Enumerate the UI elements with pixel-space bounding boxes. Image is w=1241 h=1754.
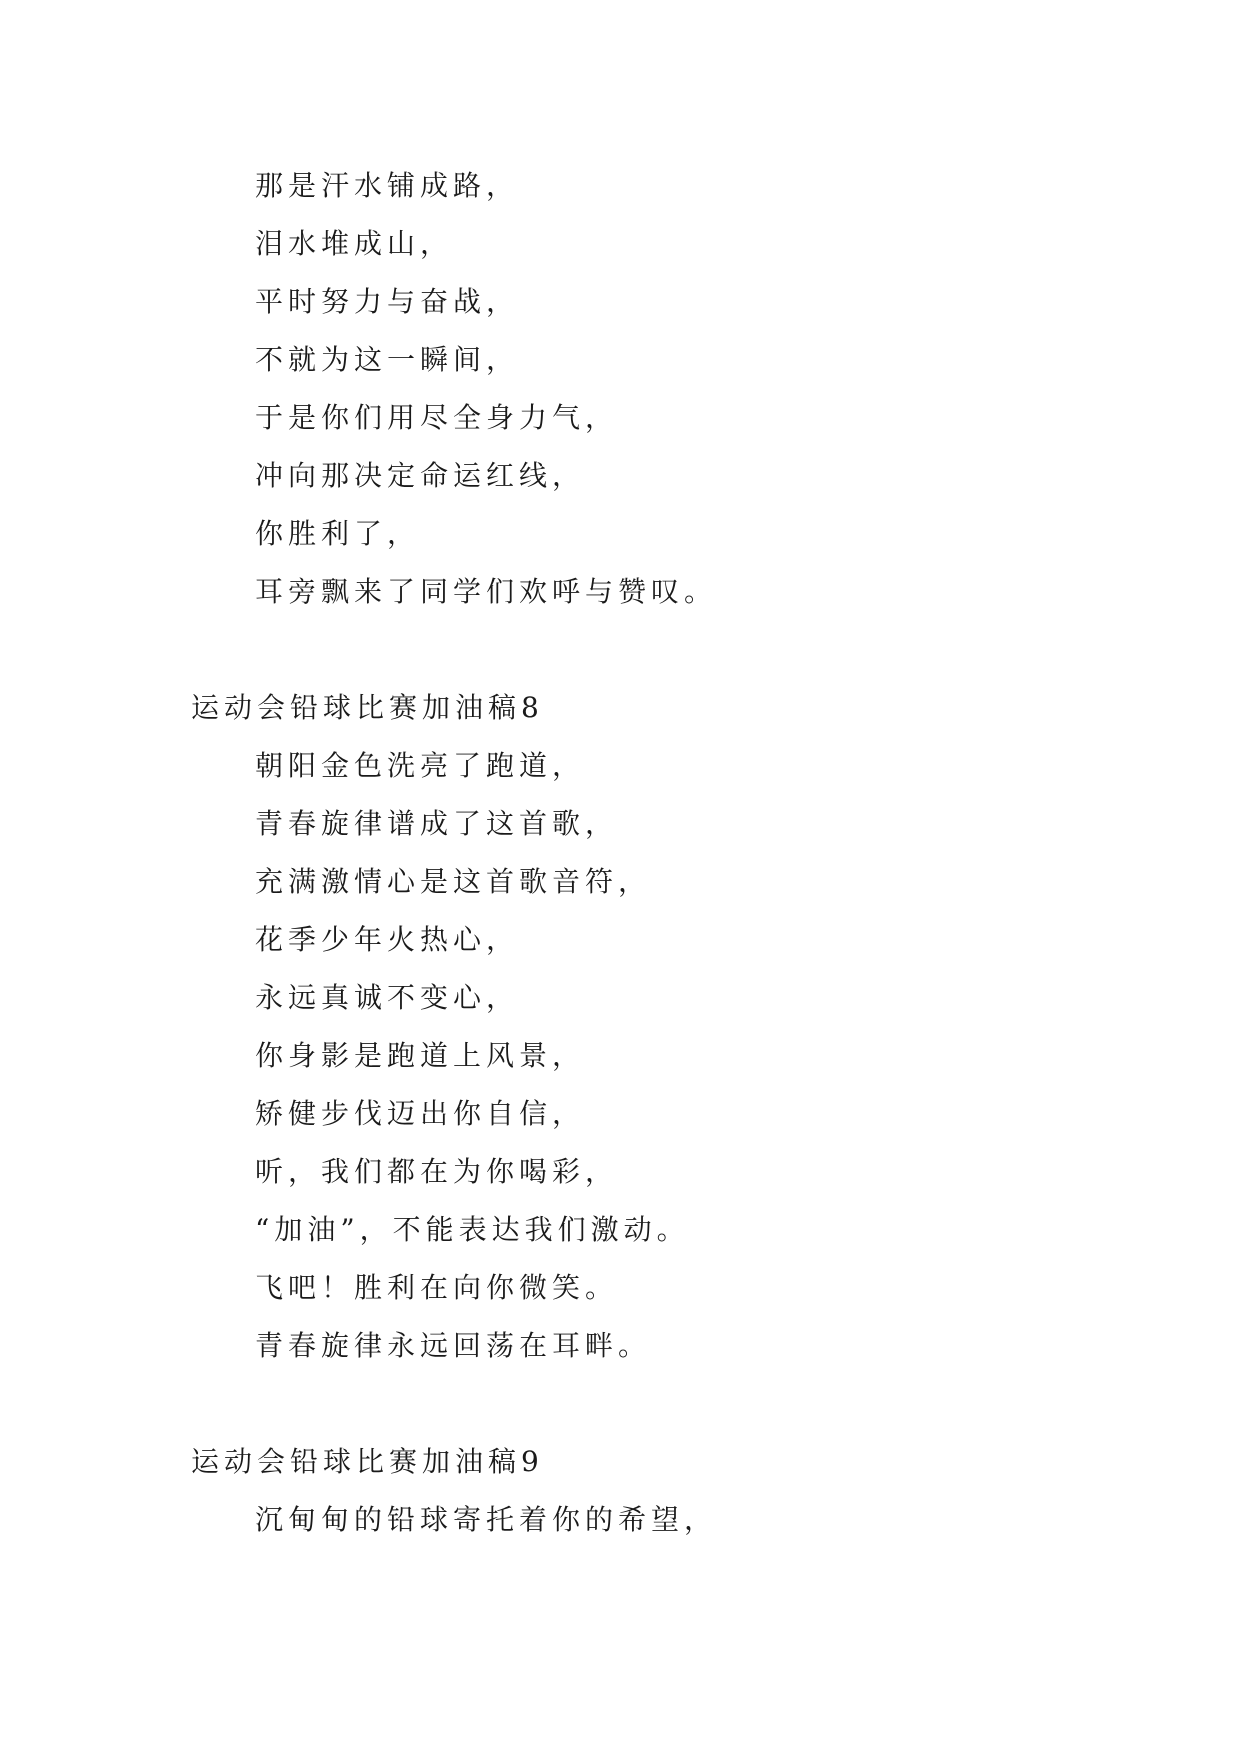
- poem-line: 冲向那决定命运红线，: [255, 459, 586, 492]
- poem-line: 平时努力与奋战，: [255, 285, 520, 318]
- poem-line: 泪水堆成山，: [255, 227, 454, 260]
- poem-line: 飞吧！胜利在向你微笑。: [255, 1271, 619, 1304]
- poem-line: 于是你们用尽全身力气，: [255, 401, 619, 434]
- poem-line: 充满激情心是这首歌音符，: [255, 865, 652, 898]
- poem-line: “加油”，不能表达我们激动。: [255, 1213, 690, 1246]
- poem-line: 永远真诚不变心，: [255, 981, 520, 1014]
- section-heading: 运动会铅球比赛加油稿9: [191, 1445, 544, 1478]
- poem-line: 青春旋律永远回荡在耳畔。: [255, 1329, 652, 1362]
- poem-line: 你身影是跑道上风景，: [255, 1039, 586, 1072]
- poem-line: 青春旋律谱成了这首歌，: [255, 807, 619, 840]
- poem-line: 不就为这一瞬间，: [255, 343, 520, 376]
- poem-line: 听，我们都在为你喝彩，: [255, 1155, 619, 1188]
- poem-line: 朝阳金色洗亮了跑道，: [255, 749, 586, 782]
- poem-line: 沉甸甸的铅球寄托着你的希望，: [255, 1503, 718, 1536]
- poem-line: 矫健步伐迈出你自信，: [255, 1097, 586, 1130]
- poem-line: 那是汗水铺成路，: [255, 169, 520, 202]
- poem-line: 你胜利了，: [255, 517, 421, 550]
- poem-line: 耳旁飘来了同学们欢呼与赞叹。: [255, 575, 718, 608]
- poem-line: 花季少年火热心，: [255, 923, 520, 956]
- section-heading: 运动会铅球比赛加油稿8: [191, 691, 544, 724]
